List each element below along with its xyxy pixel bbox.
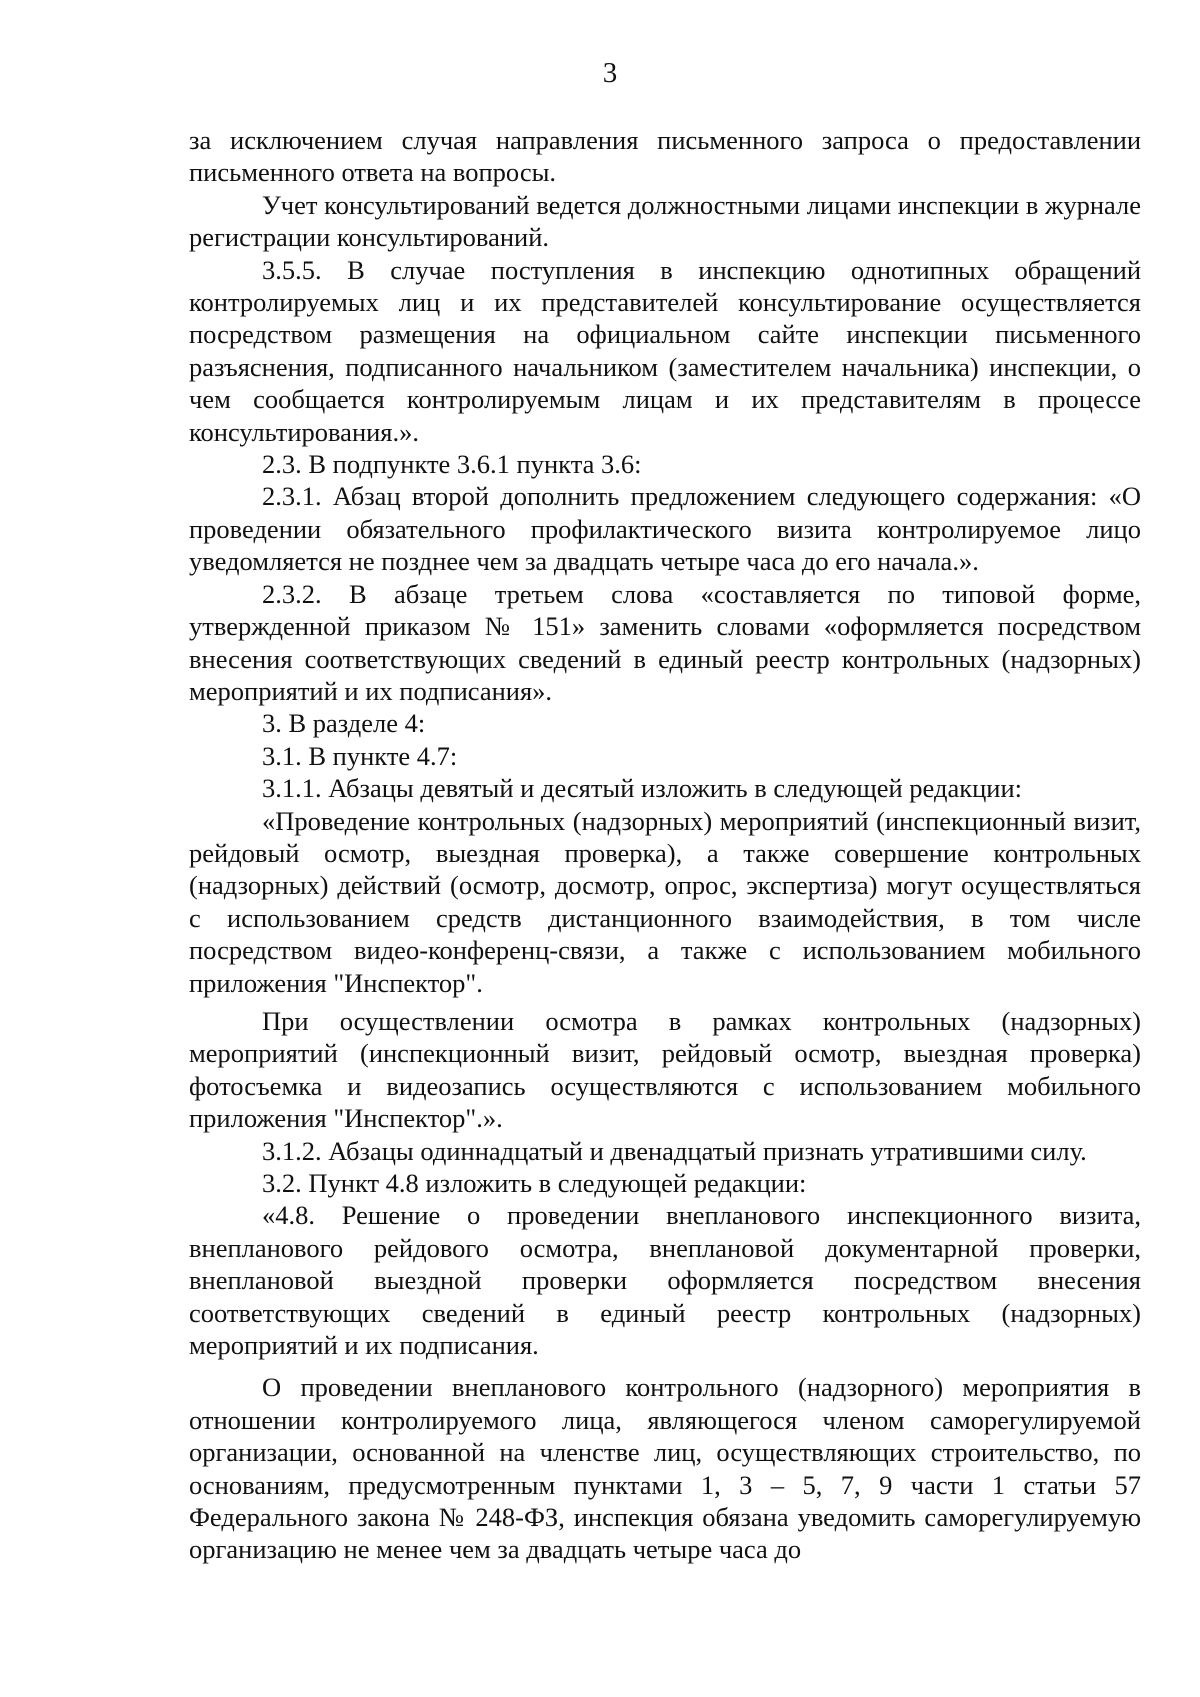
paragraph-3-1-1: 3.1.1. Абзацы девятый и десятый изложить в следующей редакции: bbox=[262, 773, 1022, 804]
paragraph-4-8: «4.8. Решение о проведении внепланового инспекционного визита, внепланового рейдового осмотра, внеплановой документарной проверки, внеплановой выездной проверки оформляется посредством внесения соответствующих сведений в единый реестр контрольных (надзорных) мероприятий и их подписания. bbox=[189, 1200, 1141, 1361]
paragraph-2-3-2: 2.3.2. В абзаце третьем слова «составляется по типовой форме, утвержденной приказом № 151» заменить словами «оформляется посредством внесения соответствующих сведений в единый реестр контрольных (надзорных) мероприятий и их подписания». bbox=[189, 578, 1141, 706]
paragraph-consultation-log: Учет консультирований ведется должностными лицами инспекции в журнале регистрации консультирований. bbox=[189, 189, 1141, 253]
paragraph-unscheduled-measure: О проведении внепланового контрольного (надзорного) мероприятия в отношении контролируемого лица, являющегося членом саморегулируемой организации, основанной на членстве лиц, осуществляющих строительство, по основаниям, предусмотренным пунктами 1, 3 – 5, 7, 9 части 1 статьи 57 Федерального закона № 248-ФЗ, инспекция обязана уведомить саморегулируемую организацию не менее чем за двадцать четыре часа до bbox=[189, 1372, 1141, 1565]
page-number: 3 bbox=[602, 57, 618, 89]
paragraph-2-3-1: 2.3.1. Абзац второй дополнить предложением следующего содержания: «О проведении обязательного профилактического визита контролируемое лицо уведомляется не позднее чем за двадцать четыре часа до его начала.». bbox=[189, 481, 1141, 577]
paragraph-2-3: 2.3. В подпункте 3.6.1 пункта 3.6: bbox=[262, 449, 642, 480]
paragraph-section-4: 3. В разделе 4: bbox=[262, 708, 426, 739]
paragraph-3-5-5: 3.5.5. В случае поступления в инспекцию однотипных обращений контролируемых лиц и их представителей консультирование осуществляется посредством размещения на официальном сайте инспекции письменного разъяснения, подписанного начальником (заместителем начальника) инспекции, о чем сообщается контролируемым лицам и их представителям в процессе консультирования.». bbox=[189, 254, 1141, 447]
paragraph-control-measures: «Проведение контрольных (надзорных) мероприятий (инспекционный визит, рейдовый осмотр, выездная проверка), а также совершение контрольных (надзорных) действий (осмотр, досмотр, опрос, экспертиза) могут осуществляться с использованием средств дистанционного взаимодействия, в том числе посредством видео-конференц-связи, а также с использованием мобильного приложения "Инспектор". bbox=[189, 805, 1141, 998]
paragraph-3-1: 3.1. В пункте 4.7: bbox=[262, 740, 458, 771]
paragraph-continuation: за исключением случая направления письменного запроса о предоставлении письменного ответа на вопросы. bbox=[189, 125, 1141, 188]
document-body bbox=[189, 124, 1141, 1566]
paragraph-inspection-photo: При осуществлении осмотра в рамках контрольных (надзорных) мероприятий (инспекционный визит, рейдовый осмотр, выездная проверка) фотосъемка и видеозапись осуществляются с использованием мобильного приложения "Инспектор".». bbox=[189, 1005, 1141, 1134]
paragraph-3-1-2: 3.1.2. Абзацы одиннадцатый и двенадцатый признать утратившими силу. bbox=[262, 1135, 1087, 1166]
paragraph-3-2: 3.2. Пункт 4.8 изложить в следующей редакции: bbox=[262, 1168, 807, 1198]
